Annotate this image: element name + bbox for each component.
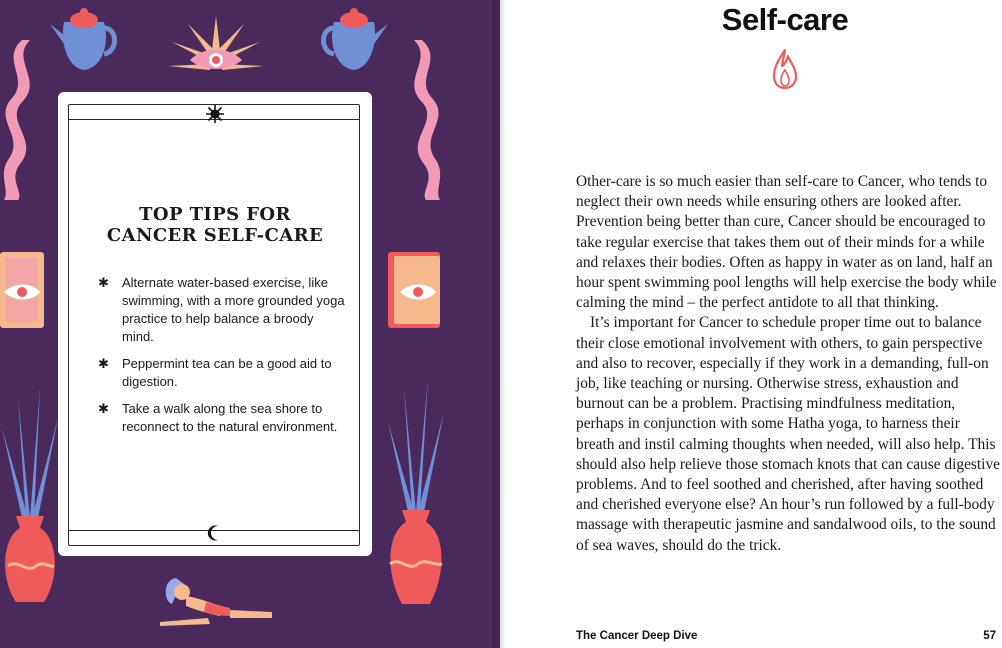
tip-text: Take a walk along the sea shore to reconnect to the natural environment. [122, 401, 338, 434]
teapot-icon [46, 4, 120, 74]
body-paragraph-1: Other-care is so much easier than self-care to Cancer, who tends to neglect their own needs while ensuring others are looked after. Prevention being better than cure, Cancer should be encouraged to take regular exercise that takes them out of their minds for a while and relaxes their bodies. Often as happy in water as on land, half an hour spent swimming pool lengths will help exercise the body while calming the mind – the perfect antidote to all that thinking. [576, 173, 997, 312]
asterisk-bullet-icon: ✱ [98, 401, 109, 416]
body-paragraph-2: It’s important for Cancer to schedule proper time out to balance their close emotional involvement with others, to gain perspective and also to recover, especially if they work in a demanding, full-on job, like teaching or nursing. Otherwise stress, exhaustion and burnout can be a problem. Practising mindfulness meditation, perhaps in conjunction with some Hatha yoga, to harness their breath and instil calming thoughts when needed, will also help. This should also help relieve those stomach knots that can cause digestive problems. And to feel soothed and cherished, after having soothed and cherished everyone else? An hour’s run followed by a full-body massage with therapeutic jasmine and sandalwood oils, to the sound of sea waves, should do the trick. [576, 314, 1000, 554]
sun-icon [206, 105, 224, 123]
tips-title-line1: TOP TIPS FOR [139, 204, 291, 225]
tips-title [58, 204, 372, 246]
footer-book-title: The Cancer Deep Dive [576, 630, 698, 642]
crescent-moon-icon [206, 524, 224, 542]
pink-wave-ribbon-icon [0, 40, 48, 200]
illustrated-left-page [0, 0, 500, 648]
tip-text: Alternate water-based exercise, like swimming, with a more grounded yoga practice to help balance a broody mind. [122, 275, 345, 344]
book-eye-icon [0, 252, 46, 330]
asterisk-bullet-icon: ✱ [98, 275, 109, 290]
reclining-woman-icon [156, 574, 274, 630]
vase-plant-icon [384, 378, 448, 618]
flame-icon [772, 48, 798, 90]
tip-item [98, 400, 348, 436]
eye-sunburst-icon [168, 16, 264, 76]
tip-item [98, 274, 348, 346]
asterisk-bullet-icon: ✱ [98, 356, 109, 371]
teapot-icon [318, 4, 392, 74]
tips-list [98, 274, 348, 445]
tip-item [98, 355, 348, 391]
vase-plant-icon [0, 388, 60, 618]
book-spine-shadow [492, 0, 506, 648]
tips-card [58, 92, 372, 556]
page-title: Self-care [721, 2, 849, 37]
footer-page-number: 57 [983, 630, 996, 642]
tips-title-line2: CANCER SELF-CARE [106, 225, 324, 246]
body-text [576, 172, 1000, 556]
pink-wave-ribbon-icon [396, 40, 444, 200]
book-eye-icon [386, 252, 446, 330]
tip-text: Peppermint tea can be a good aid to digestion. [122, 356, 332, 389]
